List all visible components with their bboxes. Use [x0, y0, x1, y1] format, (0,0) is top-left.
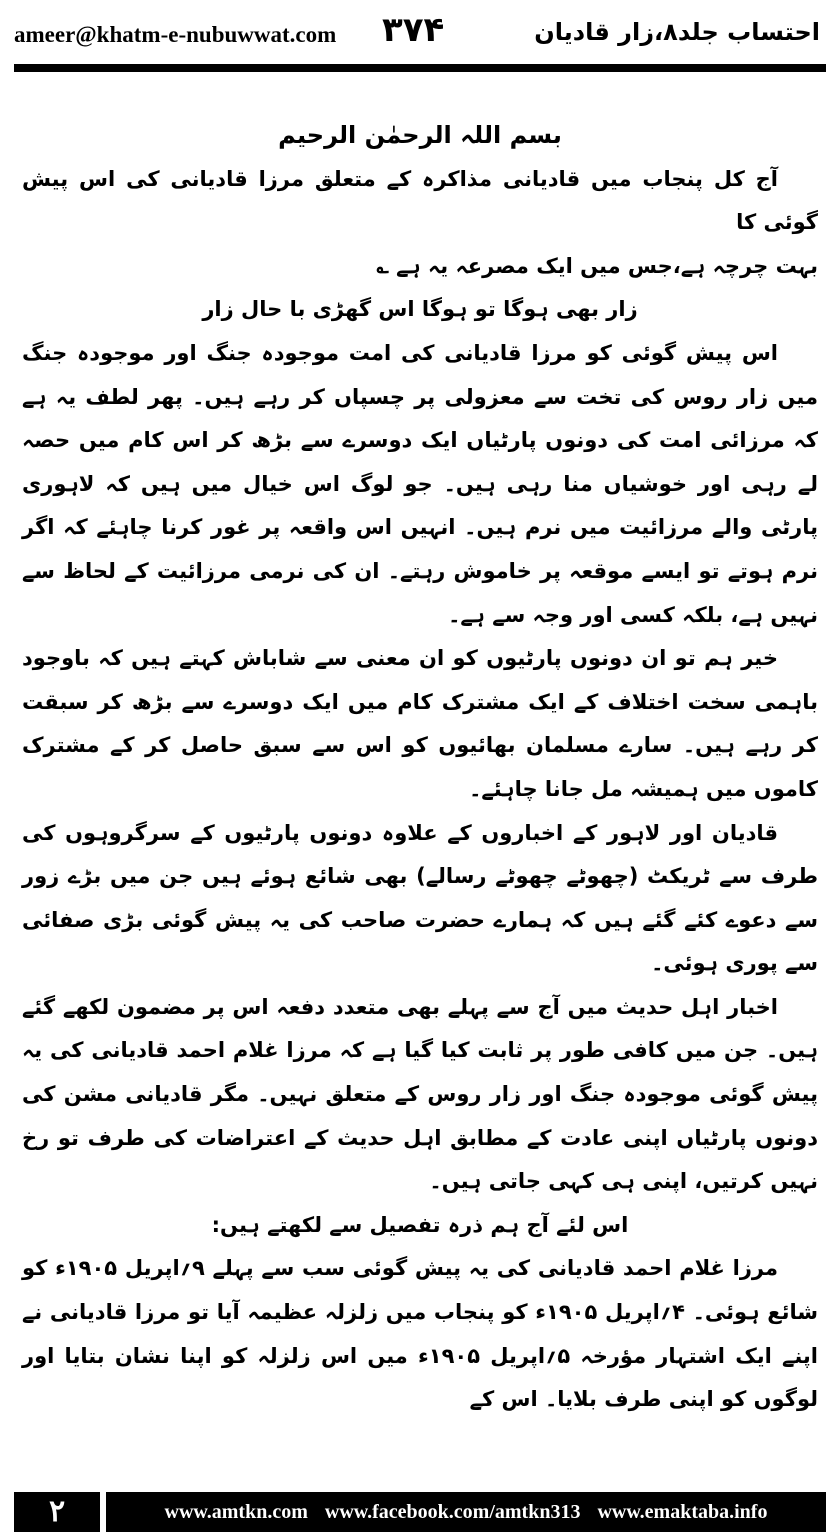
bismillah-heading: بسم اللہ الرحمٰن الرحیم [278, 121, 562, 149]
paragraph-6: اس لئے آج ہم ذرہ تفصیل سے لکھتے ہیں: [211, 1212, 629, 1237]
footer-page-number: ۲ [14, 1492, 100, 1532]
paragraph-1: آج کل پنجاب میں قادیانی مذاکرہ کے متعلق مرزا قادیانی کی اس پیش گوئی کا [22, 166, 818, 235]
page-header [0, 0, 840, 78]
verse-line: زار بھی ہوگا تو ہوگا اس گھڑی با حال زار [202, 297, 638, 322]
header-book-title: احتساب جلد۸،زار قادیان [534, 18, 820, 46]
footer-links-bar [106, 1492, 826, 1532]
paragraph-7: مرزا غلام احمد قادیانی کی یہ پیش گوئی سب سے پہلے ۹؍اپریل ۱۹۰۵ء کو شائع ہوئی۔ ۴؍اپریل ۱۹۰۵ء کو پنجاب میں زلزلہ عظیمہ آیا تو مرزا قادیانی نے اپنے ایک اشتہار مؤرخہ ۵؍اپریل ۱۹۰۵ء میں اس زلزلہ کو اپنا نشان بتایا اور لوگوں کو اپنی طرف بلایا۔ اس کے [22, 1256, 818, 1412]
footer-link-emaktaba[interactable]: www.emaktaba.info [597, 1501, 768, 1523]
paragraph-4: قادیان اور لاہور کے اخباروں کے علاوہ دونوں پارٹیوں کے سرگروہوں کی طرف سے ٹریکٹ (چھوٹے چھوٹے رسالے) بھی شائع ہوئے ہیں جن میں بڑے زور سے دعوے کئے گئے ہیں کہ ہمارے حضرت صاحب کی یہ پیش گوئی بڑی صفائی سے پوری ہوئی۔ [22, 820, 818, 976]
footer-link-facebook[interactable]: www.facebook.com/amtkn313 [324, 1501, 581, 1523]
header-email[interactable]: ameer@khatm-e-nubuwwat.com [14, 22, 337, 47]
page-body [22, 110, 818, 1422]
header-page-number: ٣٧۴ [382, 10, 445, 50]
header-divider [14, 64, 826, 72]
paragraph-3: خیر ہم تو ان دونوں پارٹیوں کو ان معنی سے شاباش کہتے ہیں کہ باوجود باہمی سخت اختلاف کے ایک مشترک کام میں ایک دوسرے سے بڑھ کر سبقت کر رہے ہیں۔ سارے مسلمان بھائیوں کو اس سے سبق حاصل کر کے مشترک کاموں میں ہمیشہ مل جانا چاہئے۔ [22, 646, 818, 801]
paragraph-1-cont: بہت چرچہ ہے،جس میں ایک مصرعہ یہ ہے ؎ [376, 253, 818, 278]
paragraph-5: اخبار اہل حدیث میں آج سے پہلے بھی متعدد دفعہ اس پر مضمون لکھے گئے ہیں۔ جن میں کافی طور پر ثابت کیا گیا ہے کہ مرزا غلام احمد قادیانی کی یہ پیش گوئی موجودہ جنگ اور زار روس کے متعلق نہیں۔ مگر قادیانی مشن کی دونوں پارٹیاں اپنی عادت کے مطابق اہل حدیث کے اعتراضات کی طرف تو رخ نہیں کرتیں، اپنی ہی کہی جاتی ہیں۔ [22, 994, 818, 1194]
page-footer [14, 1492, 826, 1532]
paragraph-2: اس پیش گوئی کو مرزا قادیانی کی امت موجودہ جنگ اور موجودہ جنگ میں زار روس کی تخت سے معزولی پر چسپاں کر رہے ہیں۔ پھر لطف یہ ہے کہ مرزائی امت کی دونوں پارٹیاں ایک دوسرے سے بڑھ کر اس کام میں حصہ لے رہی اور خوشیاں منا رہی ہیں۔ جو لوگ اس خیال میں ہیں کہ لاہوری پارٹی والے مرزائیت میں نرم ہیں۔ انہیں اس واقعہ پر غور کرنا چاہئے کہ اگر نرم ہوتے تو ایسے موقعہ پر خاموش رہتے۔ ان کی نرمی مرزائیت کے لحاظ سے نہیں ہے، بلکہ کسی اور وجہ سے ہے۔ [22, 340, 818, 627]
footer-link-amtkn[interactable]: www.amtkn.com [164, 1501, 308, 1523]
